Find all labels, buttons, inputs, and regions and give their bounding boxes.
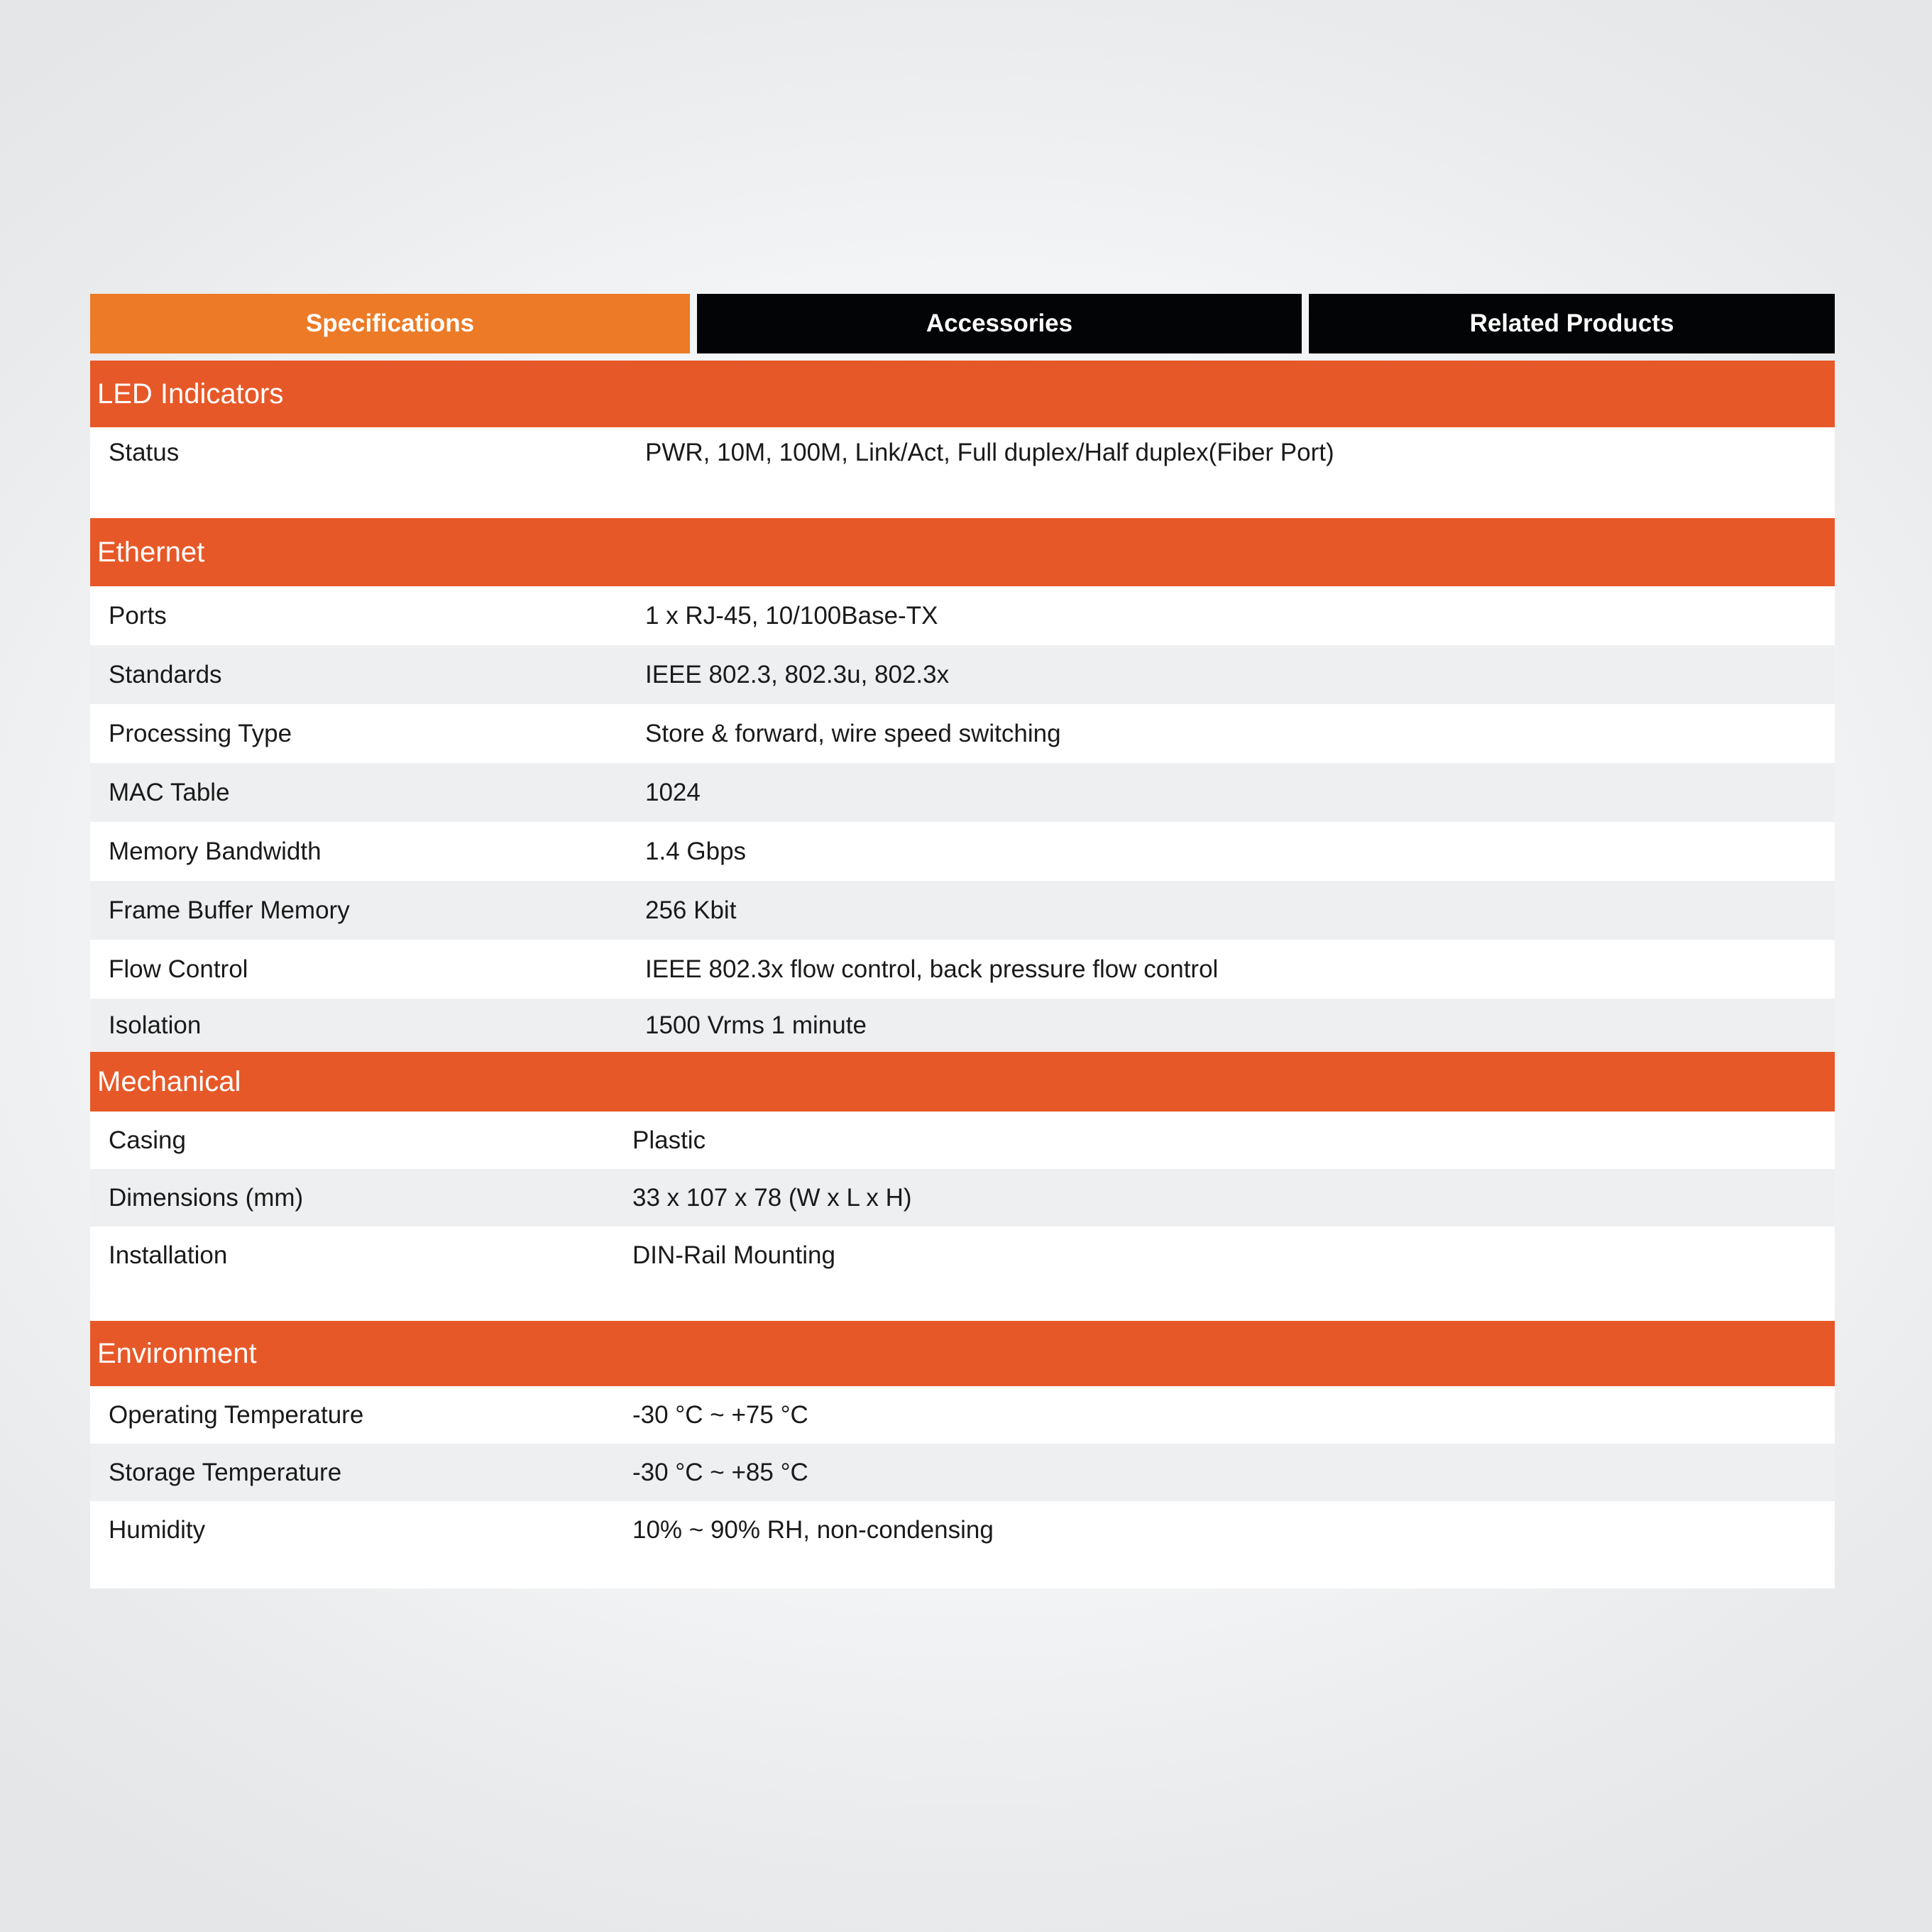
spec-label: Casing xyxy=(109,1126,186,1154)
spec-value: 256 Kbit xyxy=(645,896,737,924)
spec-row xyxy=(90,763,1835,822)
section-header: Ethernet xyxy=(90,518,1835,586)
spec-value: 10% ~ 90% RH, non-condensing xyxy=(632,1515,994,1544)
section-header: Environment xyxy=(90,1321,1835,1386)
spec-value: -30 °C ~ +75 °C xyxy=(632,1400,808,1429)
spec-label: Processing Type xyxy=(109,719,292,747)
spec-label: Storage Temperature xyxy=(109,1458,342,1486)
section-header: LED Indicators xyxy=(90,361,1835,427)
section-spacer xyxy=(90,1559,1835,1588)
spec-label: Installation xyxy=(109,1241,228,1269)
spec-row xyxy=(90,704,1835,763)
spec-value: 1024 xyxy=(645,778,701,806)
spec-label: Dimensions (mm) xyxy=(109,1183,304,1212)
section-ethernet xyxy=(90,518,1835,1052)
spec-label: MAC Table xyxy=(109,778,230,806)
spec-row xyxy=(90,822,1835,881)
tab-accessories[interactable]: Accessories xyxy=(697,294,1302,353)
spec-value: IEEE 802.3x flow control, back pressure flow control xyxy=(645,955,1219,983)
spec-row xyxy=(90,586,1835,645)
spec-row xyxy=(90,1386,1835,1444)
spec-value: -30 °C ~ +85 °C xyxy=(632,1458,808,1486)
spec-label: Standards xyxy=(109,660,222,688)
spec-label: Frame Buffer Memory xyxy=(109,896,350,924)
section-led-indicators xyxy=(90,361,1835,518)
spec-label: Flow Control xyxy=(109,955,248,983)
spec-row xyxy=(90,1226,1835,1284)
spec-label: Isolation xyxy=(109,1011,202,1039)
spec-label: Ports xyxy=(109,601,167,630)
spec-row xyxy=(90,940,1835,999)
section-spacer xyxy=(90,488,1835,518)
spec-label: Memory Bandwidth xyxy=(109,837,322,865)
spec-label: Humidity xyxy=(109,1515,206,1544)
spec-value: IEEE 802.3, 802.3u, 802.3x xyxy=(645,660,950,688)
spec-row xyxy=(90,645,1835,704)
section-mechanical xyxy=(90,1052,1835,1321)
section-environment xyxy=(90,1321,1835,1588)
spec-row xyxy=(90,1112,1835,1169)
spec-value: Plastic xyxy=(632,1126,706,1154)
tab-bar xyxy=(90,294,1835,353)
spec-value: Store & forward, wire speed switching xyxy=(645,719,1061,747)
spec-row xyxy=(90,1501,1835,1559)
spec-row xyxy=(90,1444,1835,1501)
tab-specifications[interactable]: Specifications xyxy=(90,294,690,353)
spec-value: 1.4 Gbps xyxy=(645,837,747,865)
spec-label: Status xyxy=(109,439,180,466)
spec-row xyxy=(90,427,1835,488)
spec-row xyxy=(90,999,1835,1052)
section-header: Mechanical xyxy=(90,1052,1835,1112)
spec-value: PWR, 10M, 100M, Link/Act, Full duplex/Half duplex(Fiber Port) xyxy=(645,439,1334,466)
tab-related-products[interactable]: Related Products xyxy=(1309,294,1835,353)
section-spacer xyxy=(90,1284,1835,1321)
spec-value: 1500 Vrms 1 minute xyxy=(645,1011,867,1039)
spec-value: DIN-Rail Mounting xyxy=(632,1241,835,1269)
spec-row xyxy=(90,881,1835,940)
spec-row xyxy=(90,1169,1835,1226)
spec-value: 33 x 107 x 78 (W x L x H) xyxy=(632,1183,912,1212)
spec-value: 1 x RJ-45, 10/100Base-TX xyxy=(645,601,938,630)
spec-label: Operating Temperature xyxy=(109,1400,364,1429)
spec-panel xyxy=(90,294,1835,1588)
